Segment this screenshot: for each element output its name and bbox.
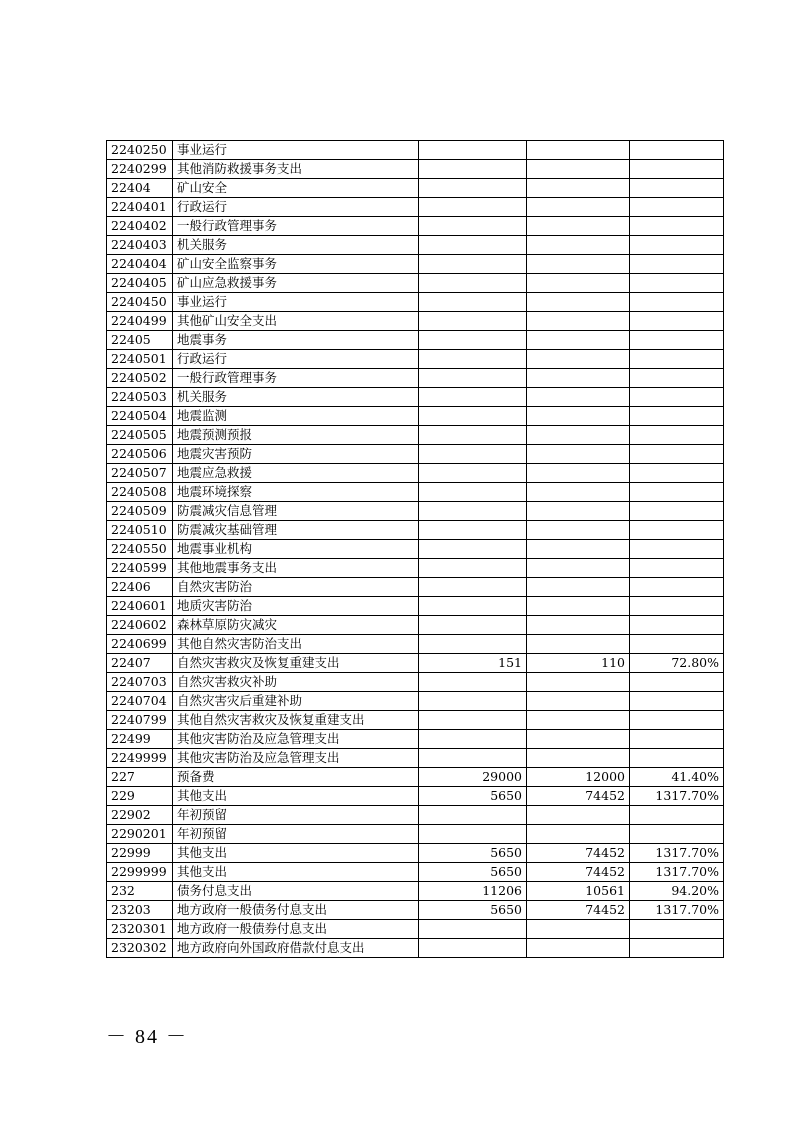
table-row [107, 141, 724, 160]
code-cell: 2240510 [107, 521, 173, 540]
ratio-cell [630, 578, 724, 597]
budget-cell [419, 692, 527, 711]
actual-cell [527, 464, 630, 483]
actual-cell: 12000 [527, 768, 630, 787]
table-row [107, 521, 724, 540]
budget-cell [419, 730, 527, 749]
code-cell: 2240503 [107, 388, 173, 407]
code-cell: 2240506 [107, 445, 173, 464]
code-cell: 2299999 [107, 863, 173, 882]
actual-cell [527, 198, 630, 217]
actual-cell [527, 274, 630, 293]
table-row [107, 559, 724, 578]
actual-cell: 74452 [527, 844, 630, 863]
table-row [107, 635, 724, 654]
budget-cell [419, 559, 527, 578]
name-cell: 自然灾害救灾及恢复重建支出 [173, 654, 419, 673]
table-row [107, 597, 724, 616]
actual-cell [527, 483, 630, 502]
table-row [107, 255, 724, 274]
budget-cell: 11206 [419, 882, 527, 901]
table-row [107, 274, 724, 293]
code-cell: 2240502 [107, 369, 173, 388]
code-cell: 227 [107, 768, 173, 787]
code-cell: 2240799 [107, 711, 173, 730]
code-cell: 2240405 [107, 274, 173, 293]
ratio-cell [630, 806, 724, 825]
table-row [107, 901, 724, 920]
ratio-cell [630, 825, 724, 844]
budget-table [106, 140, 724, 958]
budget-cell [419, 825, 527, 844]
ratio-cell [630, 616, 724, 635]
table-row [107, 445, 724, 464]
ratio-cell [630, 521, 724, 540]
ratio-cell: 94.20% [630, 882, 724, 901]
table-row [107, 654, 724, 673]
ratio-cell [630, 445, 724, 464]
budget-cell [419, 274, 527, 293]
actual-cell: 74452 [527, 787, 630, 806]
ratio-cell [630, 711, 724, 730]
budget-cell: 5650 [419, 901, 527, 920]
name-cell: 其他支出 [173, 863, 419, 882]
budget-cell [419, 616, 527, 635]
code-cell: 2240401 [107, 198, 173, 217]
code-cell: 22406 [107, 578, 173, 597]
name-cell: 防震减灾信息管理 [173, 502, 419, 521]
actual-cell [527, 160, 630, 179]
actual-cell [527, 673, 630, 692]
name-cell: 债务付息支出 [173, 882, 419, 901]
code-cell: 2290201 [107, 825, 173, 844]
code-cell: 22405 [107, 331, 173, 350]
table-row [107, 388, 724, 407]
table-row [107, 730, 724, 749]
name-cell: 矿山安全监察事务 [173, 255, 419, 274]
budget-cell [419, 255, 527, 274]
budget-cell [419, 369, 527, 388]
name-cell: 其他支出 [173, 844, 419, 863]
actual-cell [527, 388, 630, 407]
budget-cell [419, 711, 527, 730]
ratio-cell: 1317.70% [630, 901, 724, 920]
code-cell: 2240602 [107, 616, 173, 635]
ratio-cell [630, 407, 724, 426]
name-cell: 地震应急救援 [173, 464, 419, 483]
code-cell: 2240402 [107, 217, 173, 236]
budget-cell [419, 179, 527, 198]
code-cell: 2240299 [107, 160, 173, 179]
table-row [107, 331, 724, 350]
name-cell: 其他自然灾害救灾及恢复重建支出 [173, 711, 419, 730]
budget-cell [419, 426, 527, 445]
actual-cell [527, 293, 630, 312]
code-cell: 2240501 [107, 350, 173, 369]
table-row [107, 350, 724, 369]
code-cell: 2240404 [107, 255, 173, 274]
table-row [107, 692, 724, 711]
budget-cell: 29000 [419, 768, 527, 787]
name-cell: 地震灾害预防 [173, 445, 419, 464]
name-cell: 机关服务 [173, 236, 419, 255]
code-cell: 22407 [107, 654, 173, 673]
actual-cell: 74452 [527, 901, 630, 920]
budget-cell: 5650 [419, 787, 527, 806]
budget-cell: 151 [419, 654, 527, 673]
ratio-cell [630, 312, 724, 331]
ratio-cell [630, 388, 724, 407]
budget-cell [419, 635, 527, 654]
actual-cell [527, 806, 630, 825]
name-cell: 行政运行 [173, 350, 419, 369]
name-cell: 地方政府一般债务付息支出 [173, 901, 419, 920]
budget-cell [419, 293, 527, 312]
actual-cell [527, 426, 630, 445]
budget-cell: 5650 [419, 863, 527, 882]
name-cell: 其他自然灾害防治支出 [173, 635, 419, 654]
ratio-cell [630, 255, 724, 274]
budget-cell [419, 920, 527, 939]
actual-cell: 110 [527, 654, 630, 673]
ratio-cell: 1317.70% [630, 787, 724, 806]
name-cell: 防震减灾基础管理 [173, 521, 419, 540]
actual-cell [527, 350, 630, 369]
code-cell: 2240504 [107, 407, 173, 426]
ratio-cell [630, 141, 724, 160]
code-cell: 2240599 [107, 559, 173, 578]
name-cell: 地质灾害防治 [173, 597, 419, 616]
name-cell: 矿山应急救援事务 [173, 274, 419, 293]
table-row [107, 426, 724, 445]
code-cell: 2240550 [107, 540, 173, 559]
budget-cell [419, 141, 527, 160]
ratio-cell [630, 369, 724, 388]
code-cell: 2249999 [107, 749, 173, 768]
code-cell: 2320301 [107, 920, 173, 939]
ratio-cell [630, 920, 724, 939]
ratio-cell: 1317.70% [630, 844, 724, 863]
actual-cell [527, 407, 630, 426]
table-row [107, 920, 724, 939]
name-cell: 机关服务 [173, 388, 419, 407]
ratio-cell: 1317.70% [630, 863, 724, 882]
name-cell: 其他灾害防治及应急管理支出 [173, 730, 419, 749]
budget-cell [419, 540, 527, 559]
budget-cell [419, 236, 527, 255]
table-row [107, 179, 724, 198]
actual-cell [527, 920, 630, 939]
ratio-cell [630, 350, 724, 369]
ratio-cell [630, 559, 724, 578]
budget-cell [419, 407, 527, 426]
name-cell: 一般行政管理事务 [173, 369, 419, 388]
ratio-cell [630, 635, 724, 654]
actual-cell [527, 445, 630, 464]
budget-cell [419, 198, 527, 217]
code-cell: 2240499 [107, 312, 173, 331]
ratio-cell [630, 236, 724, 255]
ratio-cell [630, 160, 724, 179]
budget-cell [419, 578, 527, 597]
ratio-cell [630, 464, 724, 483]
budget-cell [419, 331, 527, 350]
budget-cell [419, 521, 527, 540]
ratio-cell: 41.40% [630, 768, 724, 787]
ratio-cell [630, 730, 724, 749]
budget-cell [419, 597, 527, 616]
code-cell: 22499 [107, 730, 173, 749]
actual-cell [527, 141, 630, 160]
name-cell: 地震预测预报 [173, 426, 419, 445]
ratio-cell [630, 331, 724, 350]
code-cell: 2240250 [107, 141, 173, 160]
ratio-cell [630, 597, 724, 616]
budget-cell [419, 502, 527, 521]
table-row [107, 483, 724, 502]
code-cell: 22902 [107, 806, 173, 825]
name-cell: 其他矿山安全支出 [173, 312, 419, 331]
table-row [107, 198, 724, 217]
name-cell: 自然灾害灾后重建补助 [173, 692, 419, 711]
name-cell: 事业运行 [173, 141, 419, 160]
name-cell: 事业运行 [173, 293, 419, 312]
ratio-cell [630, 483, 724, 502]
table-row [107, 578, 724, 597]
name-cell: 地震事务 [173, 331, 419, 350]
name-cell: 一般行政管理事务 [173, 217, 419, 236]
table-row [107, 293, 724, 312]
actual-cell [527, 578, 630, 597]
code-cell: 2240507 [107, 464, 173, 483]
code-cell: 2240601 [107, 597, 173, 616]
actual-cell [527, 255, 630, 274]
actual-cell [527, 217, 630, 236]
table-row [107, 882, 724, 901]
table-row [107, 369, 724, 388]
actual-cell [527, 711, 630, 730]
budget-cell [419, 483, 527, 502]
actual-cell [527, 825, 630, 844]
budget-cell [419, 749, 527, 768]
table-row [107, 540, 724, 559]
ratio-cell [630, 293, 724, 312]
code-cell: 2240508 [107, 483, 173, 502]
table-row [107, 236, 724, 255]
actual-cell [527, 692, 630, 711]
budget-cell [419, 464, 527, 483]
table-row [107, 407, 724, 426]
code-cell: 2240703 [107, 673, 173, 692]
name-cell: 地方政府向外国政府借款付息支出 [173, 939, 419, 958]
name-cell: 其他灾害防治及应急管理支出 [173, 749, 419, 768]
ratio-cell: 72.80% [630, 654, 724, 673]
name-cell: 年初预留 [173, 825, 419, 844]
code-cell: 2320302 [107, 939, 173, 958]
budget-cell: 5650 [419, 844, 527, 863]
actual-cell [527, 236, 630, 255]
name-cell: 自然灾害救灾补助 [173, 673, 419, 692]
table-row [107, 711, 724, 730]
code-cell: 229 [107, 787, 173, 806]
ratio-cell [630, 502, 724, 521]
actual-cell [527, 179, 630, 198]
table-row [107, 616, 724, 635]
table-row [107, 749, 724, 768]
table-row [107, 806, 724, 825]
code-cell: 23203 [107, 901, 173, 920]
name-cell: 地震监测 [173, 407, 419, 426]
ratio-cell [630, 749, 724, 768]
name-cell: 行政运行 [173, 198, 419, 217]
ratio-cell [630, 692, 724, 711]
page-number: － 84 － [106, 1026, 188, 1048]
table-row [107, 217, 724, 236]
budget-cell [419, 217, 527, 236]
table-row [107, 768, 724, 787]
name-cell: 其他支出 [173, 787, 419, 806]
actual-cell: 74452 [527, 863, 630, 882]
actual-cell [527, 331, 630, 350]
code-cell: 22999 [107, 844, 173, 863]
code-cell: 2240509 [107, 502, 173, 521]
actual-cell [527, 730, 630, 749]
ratio-cell [630, 673, 724, 692]
code-cell: 2240403 [107, 236, 173, 255]
budget-cell [419, 312, 527, 331]
actual-cell [527, 939, 630, 958]
code-cell: 2240450 [107, 293, 173, 312]
table-row [107, 787, 724, 806]
actual-cell [527, 502, 630, 521]
budget-cell [419, 673, 527, 692]
table-row [107, 502, 724, 521]
table-row [107, 939, 724, 958]
actual-cell [527, 540, 630, 559]
actual-cell [527, 521, 630, 540]
name-cell: 自然灾害防治 [173, 578, 419, 597]
name-cell: 地方政府一般债券付息支出 [173, 920, 419, 939]
name-cell: 其他地震事务支出 [173, 559, 419, 578]
ratio-cell [630, 540, 724, 559]
table-row [107, 160, 724, 179]
actual-cell [527, 559, 630, 578]
table-row [107, 844, 724, 863]
table-row [107, 673, 724, 692]
table-row [107, 863, 724, 882]
budget-cell [419, 806, 527, 825]
ratio-cell [630, 179, 724, 198]
name-cell: 矿山安全 [173, 179, 419, 198]
name-cell: 预备费 [173, 768, 419, 787]
actual-cell [527, 616, 630, 635]
ratio-cell [630, 198, 724, 217]
actual-cell: 10561 [527, 882, 630, 901]
actual-cell [527, 597, 630, 616]
budget-cell [419, 160, 527, 179]
name-cell: 年初预留 [173, 806, 419, 825]
name-cell: 其他消防救援事务支出 [173, 160, 419, 179]
code-cell: 2240699 [107, 635, 173, 654]
budget-cell [419, 445, 527, 464]
table-row [107, 312, 724, 331]
name-cell: 森林草原防灾减灾 [173, 616, 419, 635]
ratio-cell [630, 939, 724, 958]
budget-cell [419, 388, 527, 407]
table-row [107, 464, 724, 483]
actual-cell [527, 369, 630, 388]
code-cell: 2240704 [107, 692, 173, 711]
actual-cell [527, 635, 630, 654]
name-cell: 地震环境探察 [173, 483, 419, 502]
budget-cell [419, 350, 527, 369]
ratio-cell [630, 426, 724, 445]
code-cell: 2240505 [107, 426, 173, 445]
budget-cell [419, 939, 527, 958]
ratio-cell [630, 274, 724, 293]
actual-cell [527, 749, 630, 768]
actual-cell [527, 312, 630, 331]
name-cell: 地震事业机构 [173, 540, 419, 559]
table-row [107, 825, 724, 844]
code-cell: 22404 [107, 179, 173, 198]
code-cell: 232 [107, 882, 173, 901]
table-body [107, 141, 724, 958]
ratio-cell [630, 217, 724, 236]
